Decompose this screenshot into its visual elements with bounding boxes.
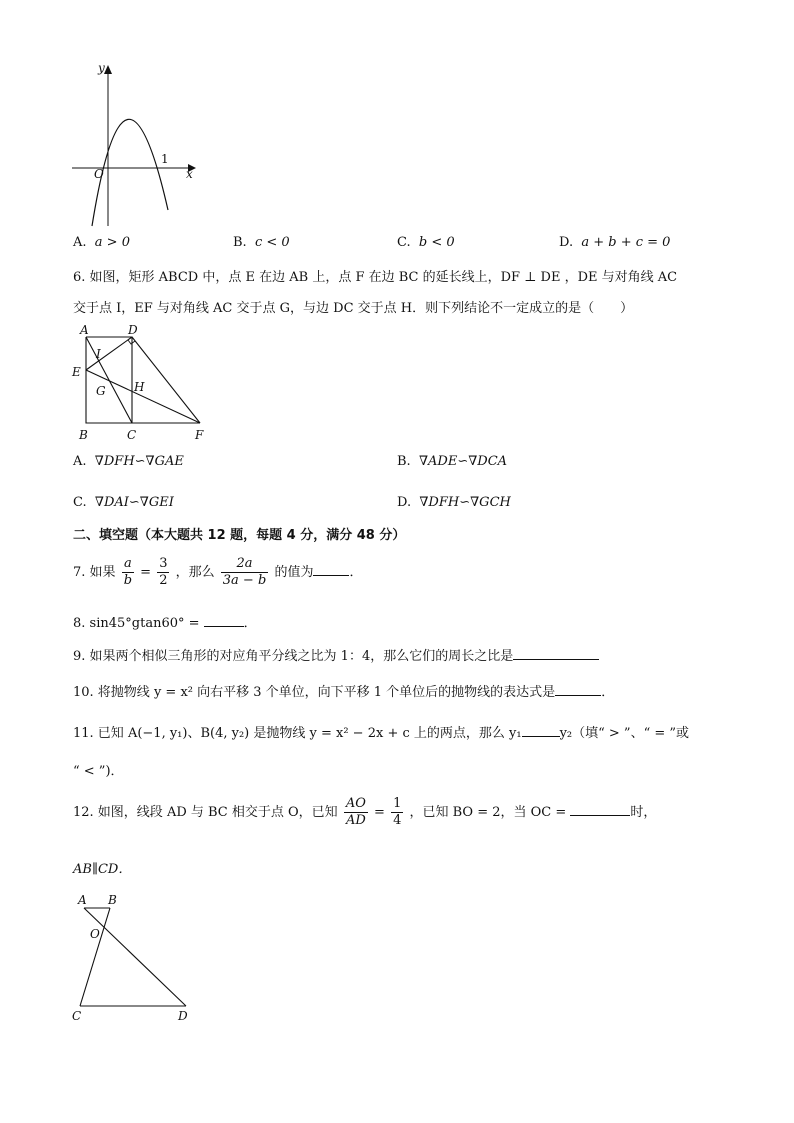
label-d: D [128,323,138,337]
x-axis-label: x [186,167,193,181]
q9-answer-blank[interactable] [513,647,599,660]
q12-answer-blank[interactable] [570,803,630,816]
q7-row: 7. 如果 $\frac{a}{b}$ = $\frac{3}{2}$ ，那么 $\frac{2a}{3a - b}$ 的值为 ． [73,556,363,588]
q6-option-b[interactable]: B. ∇ADE∽∇DCA [397,454,508,469]
y-axis-label: y [98,61,105,75]
q7-answer-blank[interactable] [313,563,349,576]
q10-answer-blank[interactable] [555,683,601,696]
tick-one-label: 1 [161,152,169,166]
label-c: C [127,428,137,442]
q12-row-2: AB∥CD． [73,862,132,877]
parabola-graph [62,60,212,230]
label-i: I [96,347,101,361]
label-b: B [79,428,88,442]
q5-option-c[interactable]: C. b < 0 [397,235,455,250]
fig2-label-c: C [72,1009,82,1023]
label-e: E [72,365,81,379]
q6-option-d[interactable]: D. ∇DFH∽∇GCH [397,495,511,510]
q5-option-d[interactable]: D. a + b + c = 0 [559,235,671,250]
fig2-label-b: B [108,893,117,907]
fig2-label-a: A [78,893,87,907]
rectangle-figure [68,320,218,446]
q5-option-a[interactable]: A. a > 0 [73,235,130,250]
segments-figure [62,888,202,1026]
q6-stem-line1: 6. 如图，矩形 ABCD 中，点 E 在边 AB 上，点 F 在边 BC 的延长线上，DF ⊥ DE ，DE 与对角线 AC [73,270,678,285]
q12-fraction-ao-over-ad: $\frac{AO}{AD}$ [345,796,366,828]
label-f: F [195,428,204,442]
q5-option-b[interactable]: B. c < 0 [233,235,290,250]
q12-fraction-1-over-4: $\frac{1}{4}$ [393,796,402,828]
q10-row: 10. 将抛物线 y = x² 向右平移 3 个单位，向下平移 1 个单位后的抛物线的表达式是 ． [73,685,615,700]
section-heading: 二、填空题（本大题共 12 题，每题 4 分，满分 48 分） [73,528,406,543]
q7-fraction-3-over-2: $\frac{3}{2}$ [159,556,168,588]
label-h: H [134,380,145,394]
label-a: A [80,323,89,337]
q7-fraction-expression: $\frac{2a}{3a - b}$ [222,556,267,588]
q8-answer-blank[interactable] [204,614,244,627]
q11-row: 11. 已知 A(−1, y₁)、B(4, y₂) 是抛物线 y = x² − 2x + c 上的两点，那么 y₁ y₂（填“ > ”、“ = ”或 [73,726,690,741]
q8-row: 8. sin45°gtan60° = ． [73,616,257,631]
origin-label: O [94,167,104,181]
q11-answer-blank[interactable] [522,724,560,737]
q11-row-2: “ < ”)． [73,764,124,779]
label-g: G [96,384,106,398]
q9-row: 9. 如果两个相似三角形的对应角平分线之比为 1：4，那么它们的周长之比是 [73,645,599,664]
q7-fraction-a-over-b: $\frac{a}{b}$ [123,556,133,588]
q6-option-a[interactable]: A. ∇DFH∽∇GAE [73,454,184,469]
q6-stem-line2: 交于点 I，EF 与对角线 AC 交于点 G，与边 DC 交于点 H．则下列结论不一定成立的是（ ） [73,301,634,316]
q6-option-c[interactable]: C. ∇DAI∽∇GEI [73,495,174,510]
q12-row: 12. 如图，线段 AD 与 BC 相交于点 O，已知 $\frac{AO}{AD}$ = $\frac{1}{4}$ ，已知 BO = 2，当 OC = 时， [73,796,657,828]
fig2-label-d: D [178,1009,188,1023]
fig2-label-o: O [90,927,100,941]
